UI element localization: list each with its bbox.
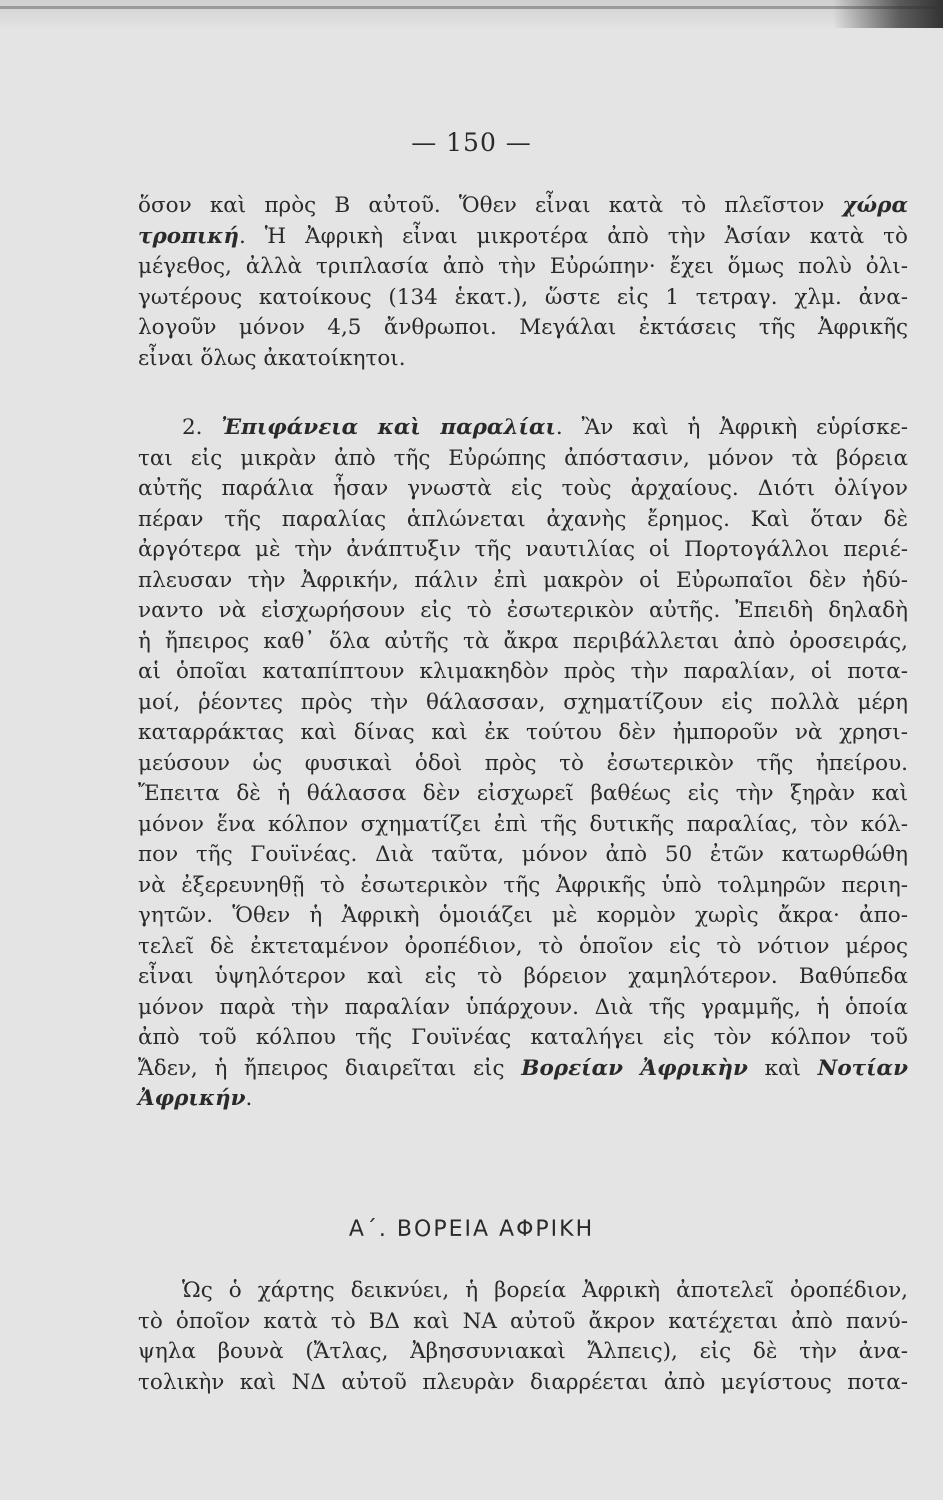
page-corner-shadow (833, 0, 943, 28)
text-line: τελεῖ δὲ ἐκτεταμένον ὀροπέδιον, τὸ ὁποῖον εἰς τὸ νότιον μέρος (138, 933, 908, 959)
page-edge-line (0, 6, 943, 9)
text-line: εἶναι ὑψηλότερον καὶ εἰς τὸ βόρειον χαμηλότερον. Βαθύπεδα (138, 964, 908, 989)
text-line: τροπική. Ἡ Ἀφρικὴ εἶναι μικροτέρα ἀπὸ τὴν Ἀσίαν κατὰ τὸ (138, 223, 908, 249)
text-line: ται εἰς μικρὰν ἀπὸ τῆς Εὐρώπης ἀπόστασιν, μόνον τὰ βόρεια (138, 445, 908, 471)
section-heading: Α΄. ΒΟΡΕΙΑ ΑΦΡΙΚΗ (348, 1217, 595, 1242)
text-line: γητῶν. Ὅθεν ἡ Ἀφρικὴ ὁμοιάζει μὲ κορμὸν χωρὶς ἄκρα· ἀπο- (138, 903, 908, 928)
text-line: γωτέρους κατοίκους (134 ἑκατ.), ὥστε εἰς 1 τετραγ. χλμ. ἀνα- (138, 284, 908, 310)
text-line: εἶναι ὅλως ἀκατοίκητοι. (138, 345, 406, 371)
text-line: μεύσουν ὡς φυσικαὶ ὁδοὶ πρὸς τὸ ἐσωτερικὸν τῆς ἠπείρου. (138, 750, 908, 776)
text-line: Ἀφρικήν. (138, 1086, 253, 1111)
paragraph-2 (138, 413, 908, 1115)
text-line: Ἄδεν, ἡ ἤπειρος διαιρεῖται εἰς Βορείαν Ἀφρικὴν καὶ Νοτίαν (138, 1055, 908, 1081)
paragraph-3 (138, 1276, 908, 1398)
text-line: Ἔπειτα δὲ ἡ θάλασσα δὲν εἰσχωρεῖ βαθέως εἰς τὴν ξηρὰν καὶ (138, 781, 908, 806)
text-line: ἀργότερα μὲ τὴν ἀνάπτυξιν τῆς ναυτιλίας οἱ Πορτογάλλοι περιέ- (138, 537, 908, 562)
text-line: αἱ ὁποῖαι καταπίπτουν κλιμακηδὸν πρὸς τὴν παραλίαν, οἱ ποτα- (138, 659, 908, 684)
text-line: ἡ ἤπειρος καθ᾽ ὅλα αὐτῆς τὰ ἄκρα περιβάλλεται ἀπὸ ὀροσειράς, (138, 628, 908, 654)
text-line: πλευσαν τὴν Ἀφρικήν, πάλιν ἐπὶ μακρὸν οἱ Εὐρωπαῖοι δὲν ἠδύ- (138, 567, 908, 593)
text-line: μόνον ἕνα κόλπον σχηματίζει ἐπὶ τῆς δυτικῆς παραλίας, τὸν κόλ- (138, 811, 908, 837)
page-number: — 150 — (411, 128, 532, 157)
text-line: ψηλα βουνὰ (Ἄτλας, Ἀβησσυνιακαὶ Ἄλπεις), εἰς δὲ τὴν ἀνα- (138, 1339, 908, 1364)
text-line: μέγεθος, ἀλλὰ τριπλασία ἀπὸ τὴν Εὐρώπην· ἔχει ὅμως πολὺ ὀλι- (138, 254, 908, 279)
paragraph-1 (138, 191, 908, 374)
text-line: Ὡς ὁ χάρτης δεικνύει, ἡ βορεία Ἀφρικὴ ἀποτελεῖ ὀροπέδιον, (182, 1278, 908, 1303)
text-line: καταρράκτας καὶ δίνας καὶ ἐκ τούτου δὲν ἠμποροῦν νὰ χρησι- (138, 720, 908, 745)
text-line: μόνον παρὰ τὴν παραλίαν ὑπάρχουν. Διὰ τῆς γραμμῆς, ἡ ὁποία (138, 994, 908, 1020)
text-line: 2. Ἐπιφάνεια καὶ παραλίαι. Ἂν καὶ ἡ Ἀφρικὴ εὑρίσκε- (182, 415, 908, 440)
text-line: τὸ ὁποῖον κατὰ τὸ ΒΔ καὶ ΝΑ αὐτοῦ ἄκρον κατέχεται ἀπὸ πανύ- (138, 1308, 908, 1334)
text-line: μοί, ῥέοντες πρὸς τὴν θάλασσαν, σχηματίζουν εἰς πολλὰ μέρη (138, 689, 908, 715)
text-line: τολικὴν καὶ ΝΔ αὐτοῦ πλευρὰν διαρρέεται ἀπὸ μεγίστους ποτα- (138, 1369, 908, 1395)
text-line: αὐτῆς παράλια ἦσαν γνωστὰ εἰς τοὺς ἀρχαίους. Διότι ὀλίγον (138, 476, 908, 501)
text-line: νὰ ἐξερευνηθῇ τὸ ἐσωτερικὸν τῆς Ἀφρικῆς ὑπὸ τολμηρῶν περιη- (138, 872, 908, 898)
text-line: πον τῆς Γουϊνέας. Διὰ ταῦτα, μόνον ἀπὸ 50 ἐτῶν κατωρθώθη (138, 842, 908, 867)
text-line: ὅσον καὶ πρὸς Β αὐτοῦ. Ὅθεν εἶναι κατὰ τὸ πλεῖστον χώρα (138, 193, 908, 218)
text-line: ἀπὸ τοῦ κόλπου τῆς Γουϊνέας καταλήγει εἰς τὸν κόλπον τοῦ (138, 1025, 908, 1050)
text-line: πέραν τῆς παραλίας ἁπλώνεται ἀχανὴς ἔρημος. Καὶ ὅταν δὲ (138, 506, 908, 532)
text-line: ναντο νὰ εἰσχωρήσουν εἰς τὸ ἐσωτερικὸν αὐτῆς. Ἐπειδὴ δηλαδὴ (138, 598, 908, 623)
page-top-edge (0, 0, 943, 30)
text-line: λογοῦν μόνον 4,5 ἄνθρωποι. Μεγάλαι ἐκτάσεις τῆς Ἀφρικῆς (138, 315, 908, 340)
